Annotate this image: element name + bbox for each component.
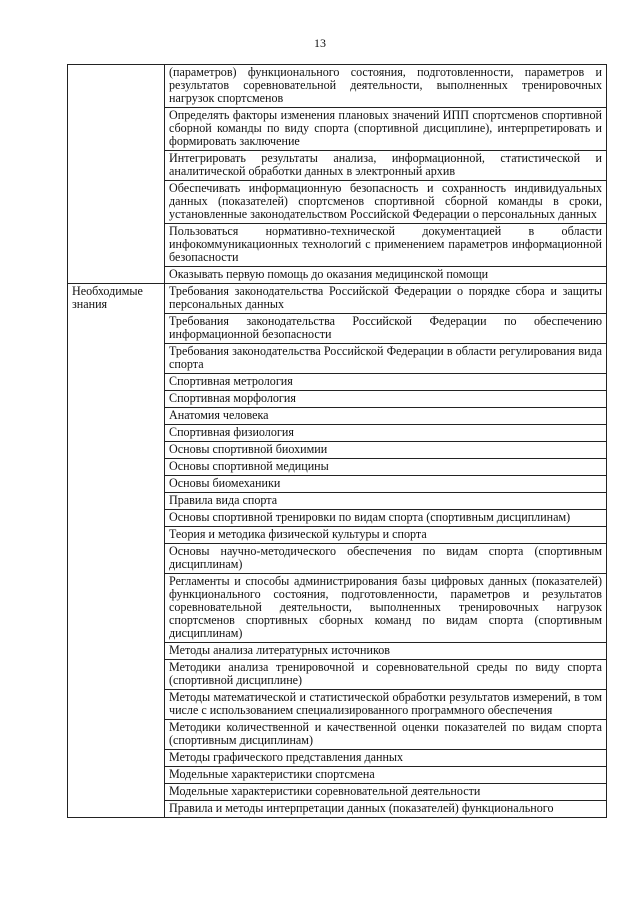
requirement-item: Методики количественной и качественной оценки показателей по видам спорта (спортивным дисциплинам) [165,720,607,750]
requirement-item: Основы научно-методического обеспечения по видам спорта (спортивным дисциплинам) [165,544,607,574]
requirement-item: Правила вида спорта [165,493,607,510]
requirement-item: Методы графического представления данных [165,750,607,767]
requirement-item: Теория и методика физической культуры и спорта [165,527,607,544]
requirements-table [67,64,607,818]
table-body [68,65,607,818]
requirement-item: Спортивная физиология [165,425,607,442]
table-row [68,65,607,108]
table-row [68,284,607,314]
requirement-item: Методики анализа тренировочной и соревновательной среды по виду спорта (спортивной дисциплине) [165,660,607,690]
requirement-item: Основы биомеханики [165,476,607,493]
requirement-item: Модельные характеристики спортсмена [165,767,607,784]
page-number: 13 [314,36,326,50]
requirement-item: Правила и методы интерпретации данных (показателей) функционального [165,801,607,818]
requirement-item: Основы спортивной тренировки по видам спорта (спортивным дисциплинам) [165,510,607,527]
requirement-item: Спортивная морфология [165,391,607,408]
requirement-item: Требования законодательства Российской Федерации в области регулирования вида спорта [165,344,607,374]
requirement-item: Требования законодательства Российской Федерации о порядке сбора и защиты персональных данных [165,284,607,314]
requirement-item: (параметров) функционального состояния, подготовленности, параметров и результатов соревновательной деятельности, выполненных тренировочных нагрузок спортсменов [165,65,607,108]
section-label: Необходимые знания [68,284,165,818]
requirement-item: Требования законодательства Российской Федерации по обеспечению информационной безопасности [165,314,607,344]
requirement-item: Модельные характеристики соревновательной деятельности [165,784,607,801]
requirement-item: Спортивная метрология [165,374,607,391]
section-label [68,65,165,284]
requirement-item: Регламенты и способы администрирования базы цифровых данных (показателей) функционального состояния, подготовленности, параметров и результатов соревновательной деятельности, выполненных тренировочных нагрузок спортсменов спортивных сборных команд по видам спорта (спортивным дисциплинам) [165,574,607,643]
requirement-item: Обеспечивать информационную безопасность и сохранность индивидуальных данных (показателей) спортсменов спортивной сборной команды в сроки, установленные законодательством Российской Федерации о персональных данных [165,181,607,224]
requirement-item: Методы математической и статистической обработки результатов измерений, в том числе с использованием специализированного программного обеспечения [165,690,607,720]
requirement-item: Определять факторы изменения плановых значений ИПП спортсменов спортивной сборной команды по виду спорта (спортивной дисциплине), интерпретировать и формировать заключение [165,108,607,151]
requirement-item: Пользоваться нормативно-технической документацией в области инфокоммуникационных технологий с применением параметров информационной безопасности [165,224,607,267]
requirement-item: Оказывать первую помощь до оказания медицинской помощи [165,267,607,284]
requirement-item: Анатомия человека [165,408,607,425]
requirement-item: Интегрировать результаты анализа, информационной, статистической и аналитической обработки данных в электронный архив [165,151,607,181]
requirement-item: Основы спортивной биохимии [165,442,607,459]
requirement-item: Основы спортивной медицины [165,459,607,476]
requirement-item: Методы анализа литературных источников [165,643,607,660]
